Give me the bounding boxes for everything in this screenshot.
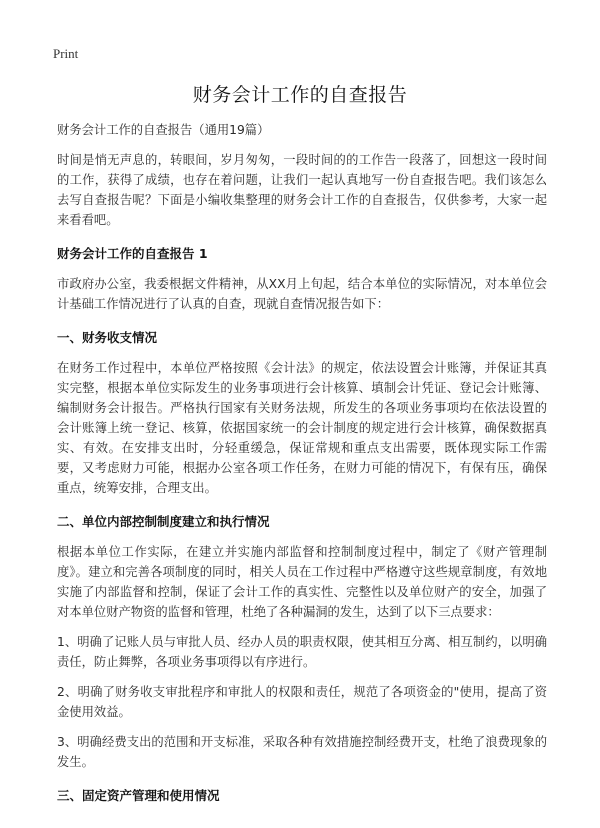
list-item: 3、明确经费支出的范围和开支标准，采取各种有效措施控制经费开支，杜绝了浪费现象的发生。 xyxy=(57,735,547,769)
section-heading-fixed-assets: 三、固定资产管理和使用情况 xyxy=(57,788,220,803)
list-item: 1、明确了记账人员与审批人员、经办人员的职责权限，使其相互分离、相互制约，以明确责任，防止舞弊，各项业务事项得以有序进行。 xyxy=(57,635,547,669)
print-link[interactable]: Print xyxy=(53,46,79,61)
document-body xyxy=(57,120,547,806)
section-paragraph: 在财务工作过程中，本单位严格按照《会计法》的规定，依法设置会计账簿，并保证其真实完整，根据本单位实际发生的业务事项进行会计核算、填制会计凭证、登记会计账簿、编制财务会计报告。严格执行国家有关财务法规，所发生的各项业务事项均在依法设置的会计账簿上统一登记、核算，依据国家统一的会计制度的规定进行会计核算，确保数据真实、有效。在安排支出时，分轻重缓急，保证常规和重点支出需要，既体现实际工作需要，又考虑财力可能，根据办公室各项工作任务，在财力可能的情况下，有保有压，确保重点，统筹安排，合理支出。 xyxy=(57,361,547,495)
intro-paragraph: 时间是悄无声息的，转眼间，岁月匆匆，一段时间的的工作告一段落了，回想这一段时间的工作，获得了成绩，也存在着问题，让我们一起认真地写一份自查报告吧。我们该怎么去写自查报告呢？下面是小编收集整理的财务会计工作的自查报告，仅供参考，大家一起来看看吧。 xyxy=(57,153,547,227)
report-heading: 财务会计工作的自查报告 1 xyxy=(57,246,208,261)
section-heading-internal-control: 二、单位内部控制制度建立和执行情况 xyxy=(57,514,270,529)
section-paragraph: 根据本单位工作实际，在建立并实施内部监督和控制制度过程中，制定了《财产管理制度》。建立和完善各项制度的同时，相关人员在工作过程中严格遵守这些规章制度，有效地实施了内部监督和控制，保证了会计工作的真实性、完整性以及单位财产的安全，加强了对本单位财产物资的监督和管理，杜绝了各种漏洞的发生，达到了以下三点要求： xyxy=(57,545,547,619)
document-title: 财务会计工作的自查报告 xyxy=(192,84,408,106)
document-subtitle: 财务会计工作的自查报告（通用19篇） xyxy=(57,123,270,137)
section-heading-finance: 一、财务收支情况 xyxy=(57,330,158,345)
list-item: 2、明确了财务收支审批程序和审批人的权限和责任，规范了各项资金的"使用，提高了资金使用效益。 xyxy=(57,685,547,719)
report-intro-paragraph: 市政府办公室，我委根据文件精神，从XX月上旬起，结合本单位的实际情况，对本单位会计基础工作情况进行了认真的自查，现就自查情况报告如下： xyxy=(57,277,547,311)
